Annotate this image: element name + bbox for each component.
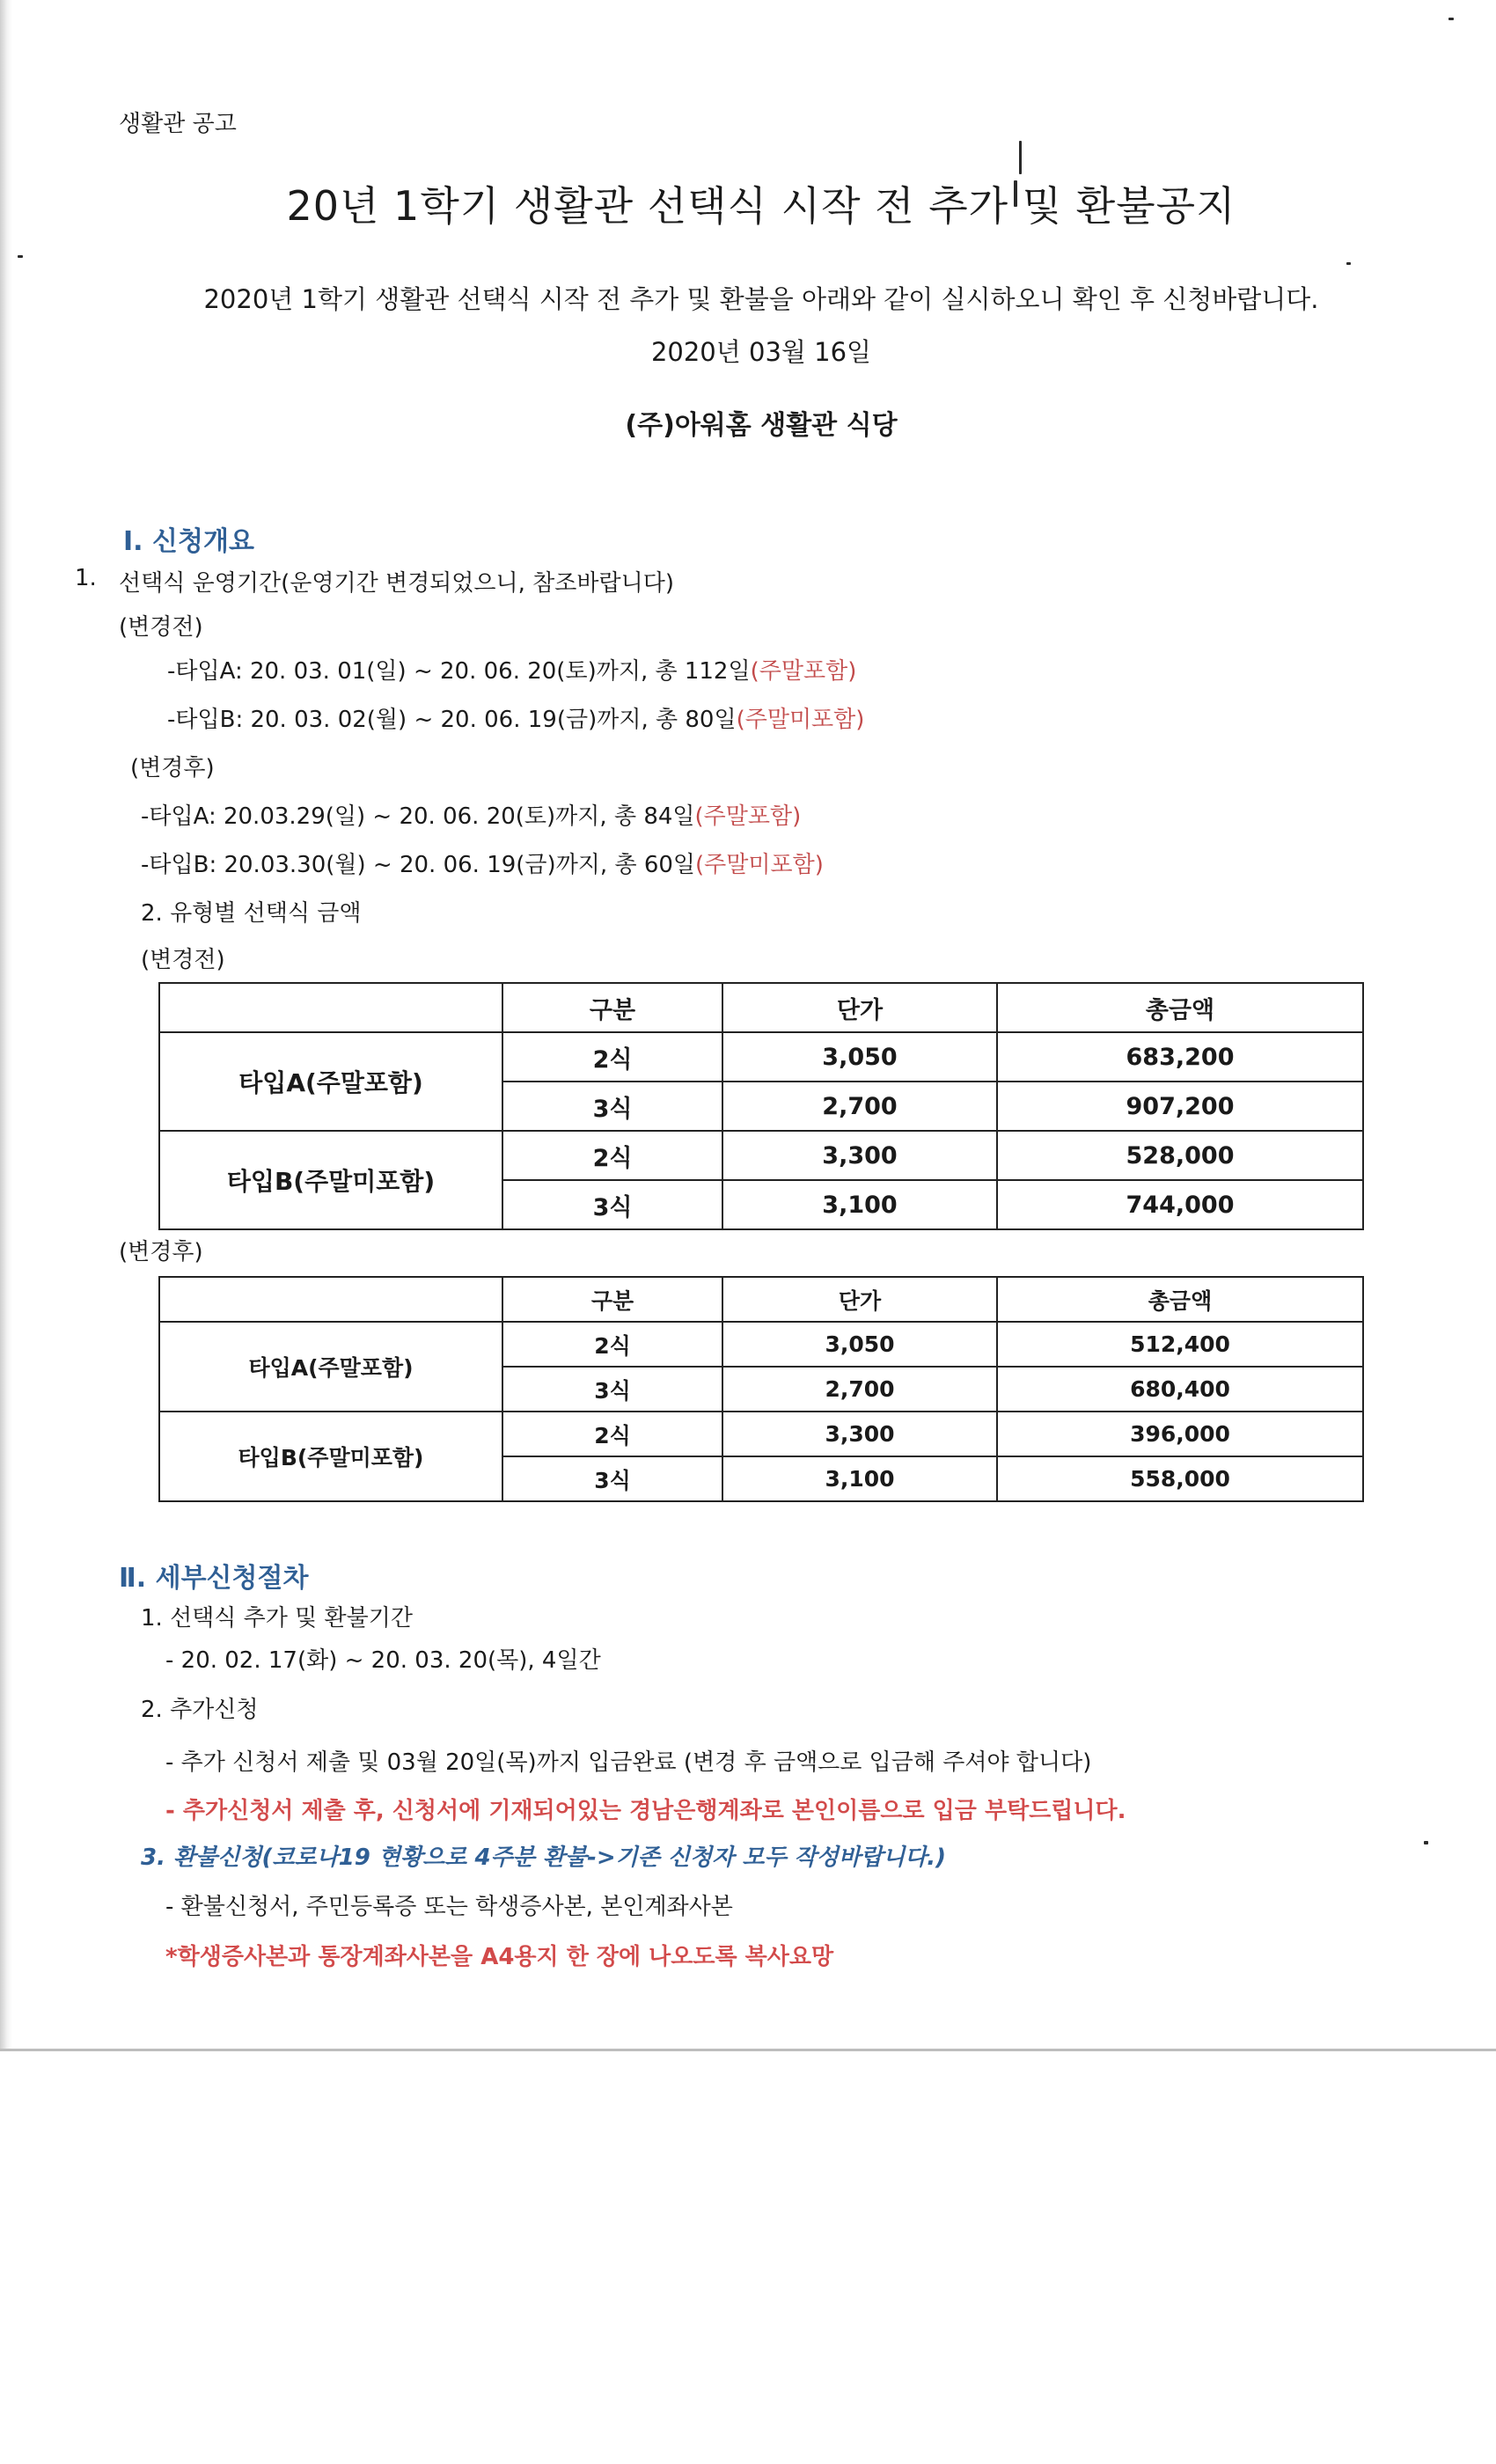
section2-heading: Ⅱ. 세부신청절차 [119, 1563, 309, 1594]
refund-period-detail: - 20. 02. 17(화) ~ 20. 03. 20(목), 4일간 [165, 1647, 601, 1674]
scan-speck [1424, 1841, 1428, 1844]
refund-request-detail: - 환불신청서, 주민등록증 또는 학생증사본, 본인계좌사본 [165, 1894, 733, 1920]
empty-header-cell [159, 983, 502, 1032]
after-line-b [141, 847, 824, 879]
unit-price-cell: 2,700 [722, 1082, 997, 1131]
header-total: 총금액 [997, 983, 1363, 1032]
scan-page-edge [0, 2049, 1496, 2051]
header-category: 구분 [502, 1277, 722, 1322]
scan-speck [18, 255, 23, 258]
meals-cell: 2식 [502, 1322, 722, 1367]
type-cell: 타입B(주말미포함) [159, 1412, 502, 1501]
refund-period-title: 1. 선택식 추가 및 환불기간 [141, 1605, 414, 1632]
weekend-note: (주말포함) [694, 803, 802, 830]
table-row [159, 1322, 1363, 1367]
total-cell: 512,400 [997, 1322, 1363, 1367]
before-label: (변경전) [119, 614, 203, 641]
empty-header-cell [159, 1277, 502, 1322]
item1-number: 1. [75, 565, 97, 591]
total-cell: 558,000 [997, 1456, 1363, 1501]
company-name: (주)아워홈 생활관 식당 [625, 410, 898, 441]
unit-price-cell: 3,300 [722, 1412, 997, 1456]
unit-price-cell: 3,100 [722, 1180, 997, 1229]
table-row [159, 1032, 1363, 1082]
unit-price-cell: 3,100 [722, 1456, 997, 1501]
meals-cell: 3식 [502, 1082, 722, 1131]
total-cell: 396,000 [997, 1412, 1363, 1456]
refund-request-title: 3. 환불신청(코로나19 현황으로 4주분 환불->기존 신청자 모두 작성바랍니다.) [141, 1844, 947, 1871]
weekend-note: (주말포함) [750, 658, 857, 685]
type-cell: 타입A(주말포함) [159, 1322, 502, 1412]
total-cell: 680,400 [997, 1367, 1363, 1412]
header-unit-price: 단가 [722, 1277, 997, 1322]
table-row [159, 1131, 1363, 1180]
table-header-row [159, 1277, 1363, 1322]
before-line-a [167, 653, 856, 686]
unit-price-cell: 2,700 [722, 1367, 997, 1412]
item2-text: 2. 유형별 선택식 금액 [141, 900, 362, 927]
meals-cell: 2식 [502, 1032, 722, 1082]
table-header-row [159, 983, 1363, 1032]
meals-cell: 2식 [502, 1412, 722, 1456]
unit-price-cell: 3,050 [722, 1032, 997, 1082]
section1-heading: Ⅰ. 신청개요 [123, 526, 254, 557]
meals-cell: 3식 [502, 1456, 722, 1501]
unit-price-cell: 3,300 [722, 1131, 997, 1180]
fee-table-after [158, 1276, 1364, 1502]
total-cell: 528,000 [997, 1131, 1363, 1180]
meals-cell: 3식 [502, 1367, 722, 1412]
period-text: -타입B: 20. 03. 02(월) ~ 20. 06. 19(금)까지, 총 80일 [167, 707, 737, 733]
after-line-a [141, 798, 801, 831]
page-title: 20년 1학기 생활관 선택식 시작 전 추가 및 환불공지 [286, 182, 1236, 230]
period-text: -타입A: 20. 03. 01(일) ~ 20. 06. 20(토)까지, 총 112일 [167, 658, 751, 685]
intro-text: 2020년 1학기 생활관 선택식 시작 전 추가 및 환불을 아래와 같이 실시하오니 확인 후 신청바랍니다. [203, 284, 1319, 314]
meals-cell: 2식 [502, 1131, 722, 1180]
weekend-note: (주말미포함) [736, 707, 865, 733]
after-label: (변경후) [130, 755, 215, 781]
type-cell: 타입B(주말미포함) [159, 1131, 502, 1229]
add-request-title: 2. 추가신청 [141, 1697, 259, 1723]
fee-table-before [158, 982, 1364, 1230]
item1-text: 선택식 운영기간(운영기간 변경되었으니, 참조바랍니다) [119, 570, 675, 597]
header-total: 총금액 [997, 1277, 1363, 1322]
total-cell: 907,200 [997, 1082, 1363, 1131]
before-line-b [167, 701, 864, 734]
notice-label: 생활관 공고 [119, 111, 237, 137]
meals-cell: 3식 [502, 1180, 722, 1229]
period-text: -타입A: 20.03.29(일) ~ 20. 06. 20(토)까지, 총 84일 [141, 803, 695, 830]
table-before-label: (변경전) [141, 947, 225, 973]
total-cell: 744,000 [997, 1180, 1363, 1229]
scan-speck [1448, 18, 1454, 20]
header-unit-price: 단가 [722, 983, 997, 1032]
type-cell: 타입A(주말포함) [159, 1032, 502, 1131]
weekend-note: (주말미포함) [695, 852, 824, 878]
scan-speck [1346, 262, 1351, 265]
copy-instruction-note: *학생증사본과 통장계좌사본을 A4용지 한 장에 나오도록 복사요망 [165, 1944, 834, 1970]
total-cell: 683,200 [997, 1032, 1363, 1082]
notice-date: 2020년 03월 16일 [650, 337, 872, 367]
add-request-detail: - 추가 신청서 제출 및 03월 20일(목)까지 입금완료 (변경 후 금액으로 입금해 주셔야 합니다) [165, 1749, 1092, 1776]
table-row [159, 1412, 1363, 1456]
scan-speck [1019, 141, 1022, 174]
table-after-label: (변경후) [119, 1239, 203, 1265]
unit-price-cell: 3,050 [722, 1322, 997, 1367]
header-category: 구분 [502, 983, 722, 1032]
period-text: -타입B: 20.03.30(월) ~ 20. 06. 19(금)까지, 총 60일 [141, 852, 696, 878]
add-request-warning: - 추가신청서 제출 후, 신청서에 기재되어있는 경남은행계좌로 본인이름으로 입금 부탁드립니다. [165, 1798, 1126, 1824]
